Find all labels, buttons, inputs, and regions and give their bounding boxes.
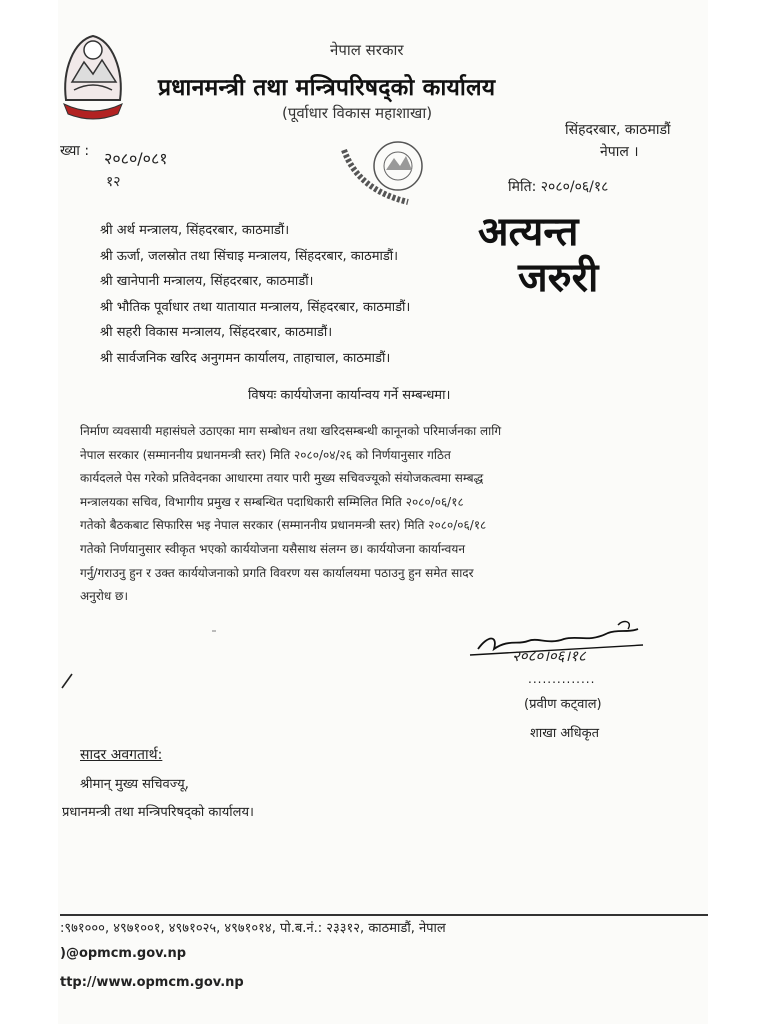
office-seal-icon [338,140,438,210]
letter-body [80,420,645,609]
letter-date: मिति: २०८०/०६/१८ [508,179,609,195]
urgent-stamp-line-1: अत्यन्त [478,209,579,255]
urgent-stamp [478,210,668,310]
footer-divider [60,914,708,916]
body-line: अनुरोध छ। [80,589,128,604]
body-line: निर्माण व्यवसायी महासंघले उठाएका माग सम्बोधन तथा खरिदसम्बन्धी कानूनको परिमार्जनका लागि [80,424,502,438]
body-line: नेपाल सरकार (सम्माननीय प्रधानमन्त्री स्तर) मिति २०८०/०४/२६ को निर्णयानुसार गठित [80,447,451,462]
address-line-2: नेपाल । [600,144,639,160]
cc-recipient: श्रीमान् मुख्य सचिवज्यू, [80,777,189,792]
signature-date: २०८०।०६।१८ [512,647,586,665]
footer-website: ttp://www.opmcm.gov.np [60,975,244,990]
footer-email: )@opmcm.gov.np [60,946,187,961]
stray-mark [212,630,216,632]
body-line: गर्नु/गराउनु हुन र उक्त कार्ययोजनाको प्रगति विवरण यस कार्यालयमा पठाउनु हुन समेत सादर [80,565,474,580]
recipient-item: श्री खानेपानी मन्त्रालय, सिंहदरबार, काठमाडौं। [100,274,314,289]
footer-contact: :९७१०००, ४९७१००१, ४९७१०२५, ४९७१०१४, पो.ब.नं.: २३३१२, काठमाडौं, नेपाल [60,921,446,936]
body-line: गतेको बैठकबाट सिफारिस भइ नेपाल सरकार (सम्माननीय प्रधानमन्त्री स्तर) मिति २०८०/०६/१८ [80,518,487,533]
government-name: नेपाल सरकार [330,41,404,59]
division-name: (पूर्वाधार विकास महाशाखा) [282,104,433,122]
body-line: कार्यदलले पेस गरेको प्रतिवेदनका आधारमा तयार पारी मुख्य सचिवज्यूको संयोजकत्वमा सम्बद्ध [80,471,484,486]
recipient-item: श्री अर्थ मन्त्रालय, सिंहदरबार, काठमाडौं। [100,223,290,238]
urgent-stamp-line-2: जरुरी [518,255,599,301]
reference-label: ख्या : [60,143,90,159]
recipient-list [100,218,410,371]
body-line: मन्त्रालयका सचिव, विभागीय प्रमुख र सम्बन्धित पदाधिकारी सम्मिलित मिति २०८०/०६/१८ [80,494,464,509]
reference-number: २०८०/०८१ [104,149,168,168]
signer-name: (प्रवीण कट्वाल) [524,697,602,712]
recipient-item: श्री भौतिक पूर्वाधार तथा यातायात मन्त्रालय, सिंहदरबार, काठमाडौं। [100,299,411,315]
cc-office: प्रधानमन्त्री तथा मन्त्रिपरिषद्को कार्यालय। [62,805,254,820]
letter-subject: विषयः कार्ययोजना कार्यान्वय गर्ने सम्बन्धमा। [248,388,451,403]
signature-dots: .............. [528,672,596,686]
recipient-item: श्री ऊर्जा, जलस्रोत तथा सिंचाइ मन्त्रालय, सिंहदरबार, काठमाडौं। [100,248,399,264]
cc-heading: सादर अवगतार्थ: [80,747,163,763]
address-line-1: सिंहदरबार, काठमाडौं [565,122,671,138]
signer-title: शाखा अधिकृत [530,726,600,741]
recipient-item: श्री सहरी विकास मन्त्रालय, सिंहदरबार, काठमाडौं। [100,325,333,340]
margin-tick-mark [60,672,74,690]
recipient-item: श्री सार्वजनिक खरिद अनुगमन कार्यालय, ताहाचाल, काठमाडौं। [100,350,391,366]
office-name: प्रधानमन्त्री तथा मन्त्रिपरिषद्को कार्यालय [158,75,496,101]
nepal-emblem-icon [60,30,126,122]
body-line: गतेको निर्णयानुसार स्वीकृत भएको कार्ययोजना यसैसाथ संलग्न छ। कार्ययोजना कार्यान्वयन [80,541,465,556]
dispatch-number: १२ [106,174,121,190]
